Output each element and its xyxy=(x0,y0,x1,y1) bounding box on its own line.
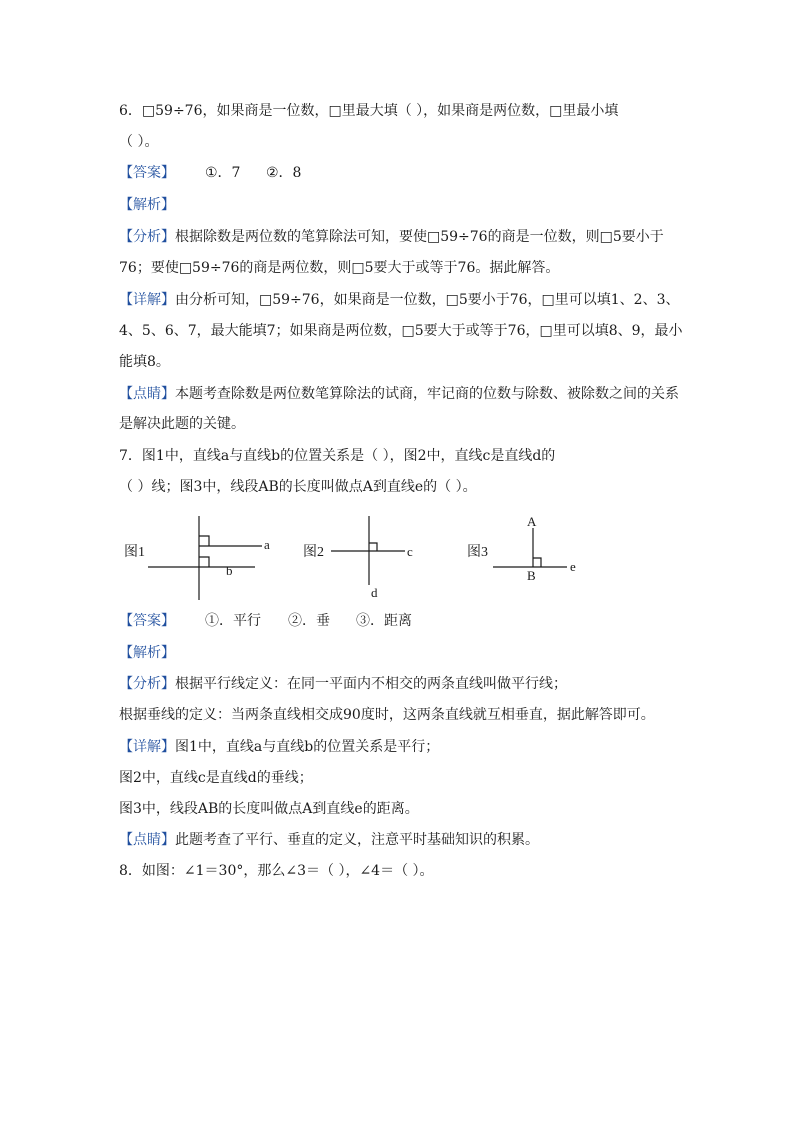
fig3-lines xyxy=(493,528,567,567)
fig1-lines xyxy=(148,516,262,600)
q6-answer-tag: 【答案】 xyxy=(119,165,175,181)
fig3-label-A: A xyxy=(527,514,537,529)
fig3-label-e: e xyxy=(570,559,576,574)
q6-stem-line1: 6．□59÷76，如果商是一位数，□里最大填（ ），如果商是两位数，□里最小填 xyxy=(119,103,619,119)
q7-fenxi-line1: 【分析】根据平行线定义：在同一平面内不相交的两条直线叫做平行线； xyxy=(119,676,567,692)
q7-xiangjie-tag: 【详解】 xyxy=(119,739,175,755)
q6-dianjing-line2: 是解决此题的关键。 xyxy=(119,416,245,432)
fig3-label-B: B xyxy=(527,568,536,583)
q6-xiangjie-line2: 4、5、6、7，最大能填7；如果商是两位数，□5要大于或等于76，□里可以填8、9，最小 xyxy=(119,323,683,339)
q7-answer-3: ③．距离 xyxy=(356,613,412,629)
q6-analysis-tag: 【解析】 xyxy=(119,197,175,213)
q6-answer-1: ①．7 xyxy=(205,165,241,181)
q7-answer-2: ②．垂 xyxy=(288,613,330,629)
fig1-right-angle-b xyxy=(199,557,209,567)
q6-dianjing-tag: 【点睛】 xyxy=(119,386,175,402)
q8-stem-line1: 8．如图：∠1＝30°，那么∠3＝（ ），∠4＝（ ）。 xyxy=(119,863,434,879)
fig3-right-angle xyxy=(533,558,541,567)
q7-stem-line2: （ ）线；图3中，线段AB的长度叫做点A到直线e的（ ）。 xyxy=(119,479,477,495)
q6-xiangjie-line1: 【详解】由分析可知，□59÷76，如果商是一位数，□5要小于76，□里可以填1、2、3、 xyxy=(119,292,680,308)
q6-fenxi-line2: 76；要使□59÷76的商是两位数，则□5要大于或等于76。据此解答。 xyxy=(119,260,560,276)
q6-xiangjie-line3: 能填8。 xyxy=(119,354,170,370)
fig1-right-angle-a xyxy=(199,536,209,546)
q7-xiangjie-line1: 【详解】图1中，直线a与直线b的位置关系是平行； xyxy=(119,739,440,755)
fig2-label-d: d xyxy=(371,585,378,600)
q6-dianjing-line1: 【点睛】本题考查除数是两位数笔算除法的试商，牢记商的位数与除数、被除数之间的关系 xyxy=(119,386,679,402)
q7-stem-line1: 7．图1中，直线a与直线b的位置关系是（ ），图2中，直线c是直线d的 xyxy=(119,448,556,464)
q7-answer-1: ①．平行 xyxy=(205,613,261,629)
q6-fenxi-line1: 【分析】根据除数是两位数的笔算除法可知，要使□59÷76的商是一位数，则□5要小于 xyxy=(119,229,664,245)
q7-analysis-tag: 【解析】 xyxy=(119,645,175,661)
fig2-lines xyxy=(331,516,405,585)
q7-xiangjie-line3: 图3中，线段AB的长度叫做点A到直线e的距离。 xyxy=(119,801,419,817)
fig2-label: 图2 xyxy=(303,545,324,560)
q6-stem-line2: （ ）。 xyxy=(119,134,159,150)
q7-dianjing-line1: 【点睛】此题考查了平行、垂直的定义，注意平时基础知识的积累。 xyxy=(119,832,539,848)
q7-xiangjie-line2: 图2中，直线c是直线d的垂线； xyxy=(119,770,313,786)
fig3-label: 图3 xyxy=(467,545,488,560)
q7-fenxi-line2: 根据垂线的定义：当两条直线相交成90度时，这两条直线就互相垂直，据此解答即可。 xyxy=(119,707,655,723)
fig2-label-c: c xyxy=(407,544,413,559)
q7-figures xyxy=(0,500,794,610)
q6-fenxi-tag: 【分析】 xyxy=(119,229,175,245)
q7-answer-tag: 【答案】 xyxy=(119,613,175,629)
fig1-label-b: b xyxy=(226,563,233,578)
fig1-label: 图1 xyxy=(124,545,145,560)
fig2-right-angle xyxy=(369,543,377,551)
q6-xiangjie-tag: 【详解】 xyxy=(119,292,175,308)
q6-answer-2: ②．8 xyxy=(266,165,302,181)
q7-fenxi-tag: 【分析】 xyxy=(119,676,175,692)
fig1-label-a: a xyxy=(264,537,270,552)
q7-dianjing-tag: 【点睛】 xyxy=(119,832,175,848)
